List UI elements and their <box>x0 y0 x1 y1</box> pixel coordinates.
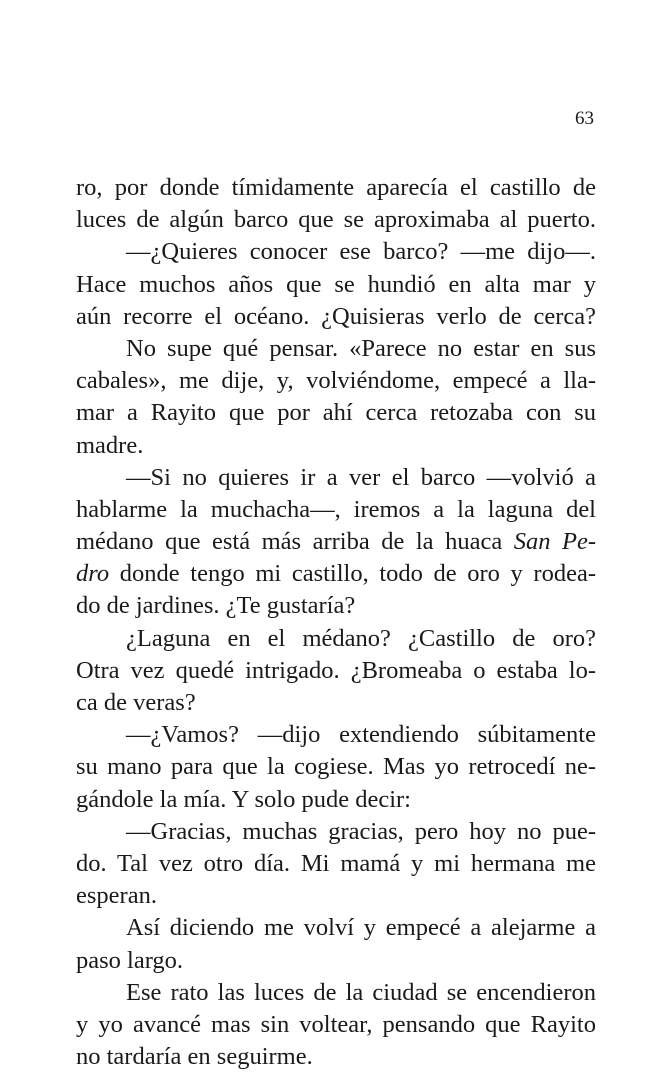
italic-fragment: dro <box>76 560 110 588</box>
text-line: ca de veras? <box>76 689 196 716</box>
text-fragment: donde tengo mi castillo, todo de oro y rodea- <box>109 560 596 588</box>
text-line: Hace muchos años que se hundió en alta mar y <box>76 270 596 298</box>
text-line: madre. <box>76 431 144 459</box>
body-text <box>76 172 596 1073</box>
text-line: paso largo. <box>76 946 184 974</box>
text-line: luces de algún barco que se aproximaba al puerto. <box>76 206 596 234</box>
text-line: mar a Rayito que por ahí cerca retozaba con su <box>76 399 596 427</box>
text-line-with-italic <box>76 526 596 558</box>
text-line: —Si no quieres ir a ver el barco —volvió a <box>126 463 596 491</box>
text-line: no tardaría en seguirme. <box>76 1043 313 1071</box>
text-line: y yo avancé mas sin voltear, pensando que Rayito <box>76 1010 596 1038</box>
text-line: Ese rato las luces de la ciudad se encendieron <box>126 978 596 1006</box>
page-number: 63 <box>575 108 594 129</box>
text-line: ¿Laguna en el médano? ¿Castillo de oro? <box>126 624 596 652</box>
text-line: No supe qué pensar. «Parece no estar en sus <box>126 334 596 362</box>
text-line: esperan. <box>76 882 157 910</box>
text-line: cabales», me dije, y, volviéndome, empecé a lla- <box>76 367 596 395</box>
text-line: do de jardines. ¿Te gustaría? <box>76 592 356 620</box>
text-line: —Gracias, muchas gracias, pero hoy no pue- <box>126 817 596 845</box>
text-line: su mano para que la cogiese. Mas yo retrocedí ne- <box>76 753 596 781</box>
text-line: hablarme la muchacha—, iremos a la laguna del <box>76 495 596 523</box>
text-line: gándole la mía. Y solo pude decir: <box>76 785 411 813</box>
text-line-with-italic <box>76 558 596 590</box>
text-line: Así diciendo me volví y empecé a alejarme a <box>126 914 596 942</box>
text-line: ro, por donde tímidamente aparecía el castillo de <box>76 174 596 201</box>
text-line: do. Tal vez otro día. Mi mamá y mi hermana me <box>76 849 596 877</box>
text-fragment: médano que está más arriba de la huaca <box>76 528 514 556</box>
italic-fragment: San Pe- <box>513 528 596 556</box>
text-line: —¿Quieres conocer ese barco? —me dijo—. <box>126 238 596 266</box>
text-line: —¿Vamos? —dijo extendiendo súbitamente <box>126 721 596 749</box>
text-line: aún recorre el océano. ¿Quisieras verlo de cerca? <box>76 302 596 330</box>
text-line: Otra vez quedé intrigado. ¿Bromeaba o estaba lo- <box>76 656 596 684</box>
